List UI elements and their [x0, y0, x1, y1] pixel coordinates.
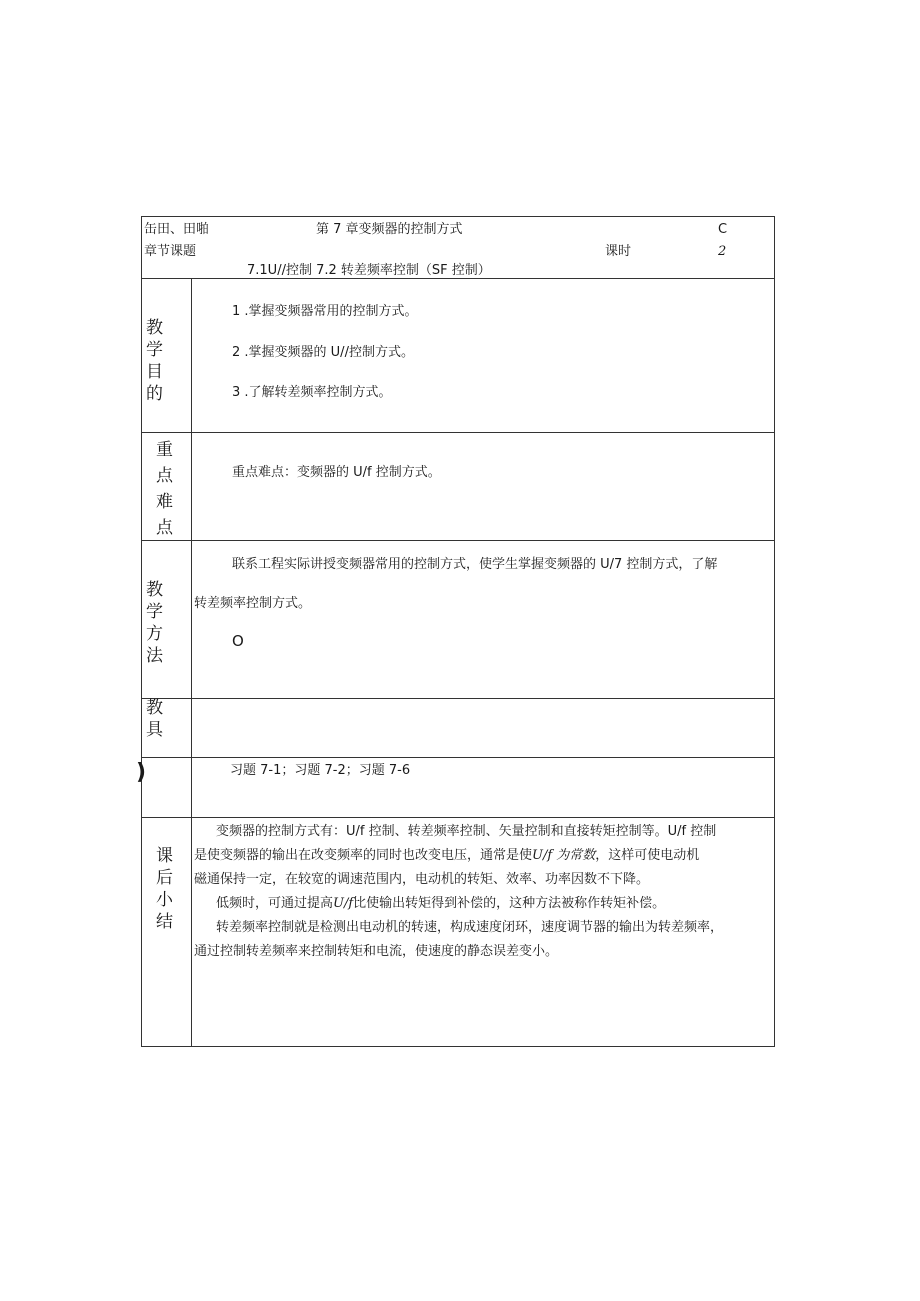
summary-text: 低频时，可通过提高U/f比使输出转矩得到补偿的，这种方法被称作转矩补偿。	[216, 896, 666, 911]
summary-label: 课 后 小 结	[156, 846, 173, 932]
chapter-title: 第 7 章变频器的控制方式	[316, 222, 463, 237]
summary-text: 变频器的控制方式有：U/f 控制、转差频率控制、矢量控制和直接转矩控制等。U/f 控制	[216, 824, 717, 839]
objectives-label: 教 学 目 的	[146, 318, 163, 404]
summary-text: 是使变频器的输出在改变频率的同时也改变电压，通常是使U/f 为常数，这样可使电动机	[194, 848, 700, 863]
row-divider	[142, 698, 774, 699]
summary-text: 通过控制转差频率来控制转矩和电流，使速度的静态误差变小。	[194, 944, 559, 959]
row-divider	[142, 540, 774, 541]
key-points-label: 重 点 难 点	[156, 440, 173, 538]
hours-value: 2	[718, 244, 727, 259]
methods-text: 转差频率控制方式。	[194, 596, 312, 611]
row-divider	[142, 757, 774, 758]
objective-item: 3 .了解转差频率控制方式。	[232, 385, 392, 400]
methods-text: 联系工程实际讲授变频器常用的控制方式，使学生掌握变频器的 U/7 控制方式，了解	[232, 557, 718, 572]
row-divider	[142, 432, 774, 433]
header-right-mark: C	[718, 222, 728, 237]
homework-label-mark: )	[136, 760, 147, 785]
objective-item: 1 .掌握变频器常用的控制方式。	[232, 304, 418, 319]
hours-label: 课时	[605, 244, 632, 259]
lesson-topic: 7.1U//控制 7.2 转差频率控制（SF 控制）	[247, 263, 491, 278]
lesson-plan-table	[136, 216, 775, 1047]
tools-label: 教 具	[146, 698, 163, 740]
row-divider	[142, 817, 774, 818]
summary-text: 转差频率控制就是检测出电动机的转速，构成速度闭环，速度调节器的输出为转差频率，	[216, 920, 724, 935]
key-points-text: 重点难点：变频器的 U/f 控制方式。	[232, 465, 441, 480]
objective-item: 2 .掌握变频器的 U//控制方式。	[232, 345, 414, 360]
methods-text: O	[232, 632, 244, 650]
header-left-text: 缶田、田啪	[144, 222, 210, 237]
chapter-label: 章节课题	[144, 244, 197, 259]
homework-text: 习题 7-1；习题 7-2；习题 7-6	[230, 763, 411, 778]
summary-text: 磁通保持一定，在较宽的调速范围内，电动机的转矩、效率、功率因数不下降。	[194, 872, 650, 887]
methods-label: 教 学 方 法	[146, 580, 163, 666]
